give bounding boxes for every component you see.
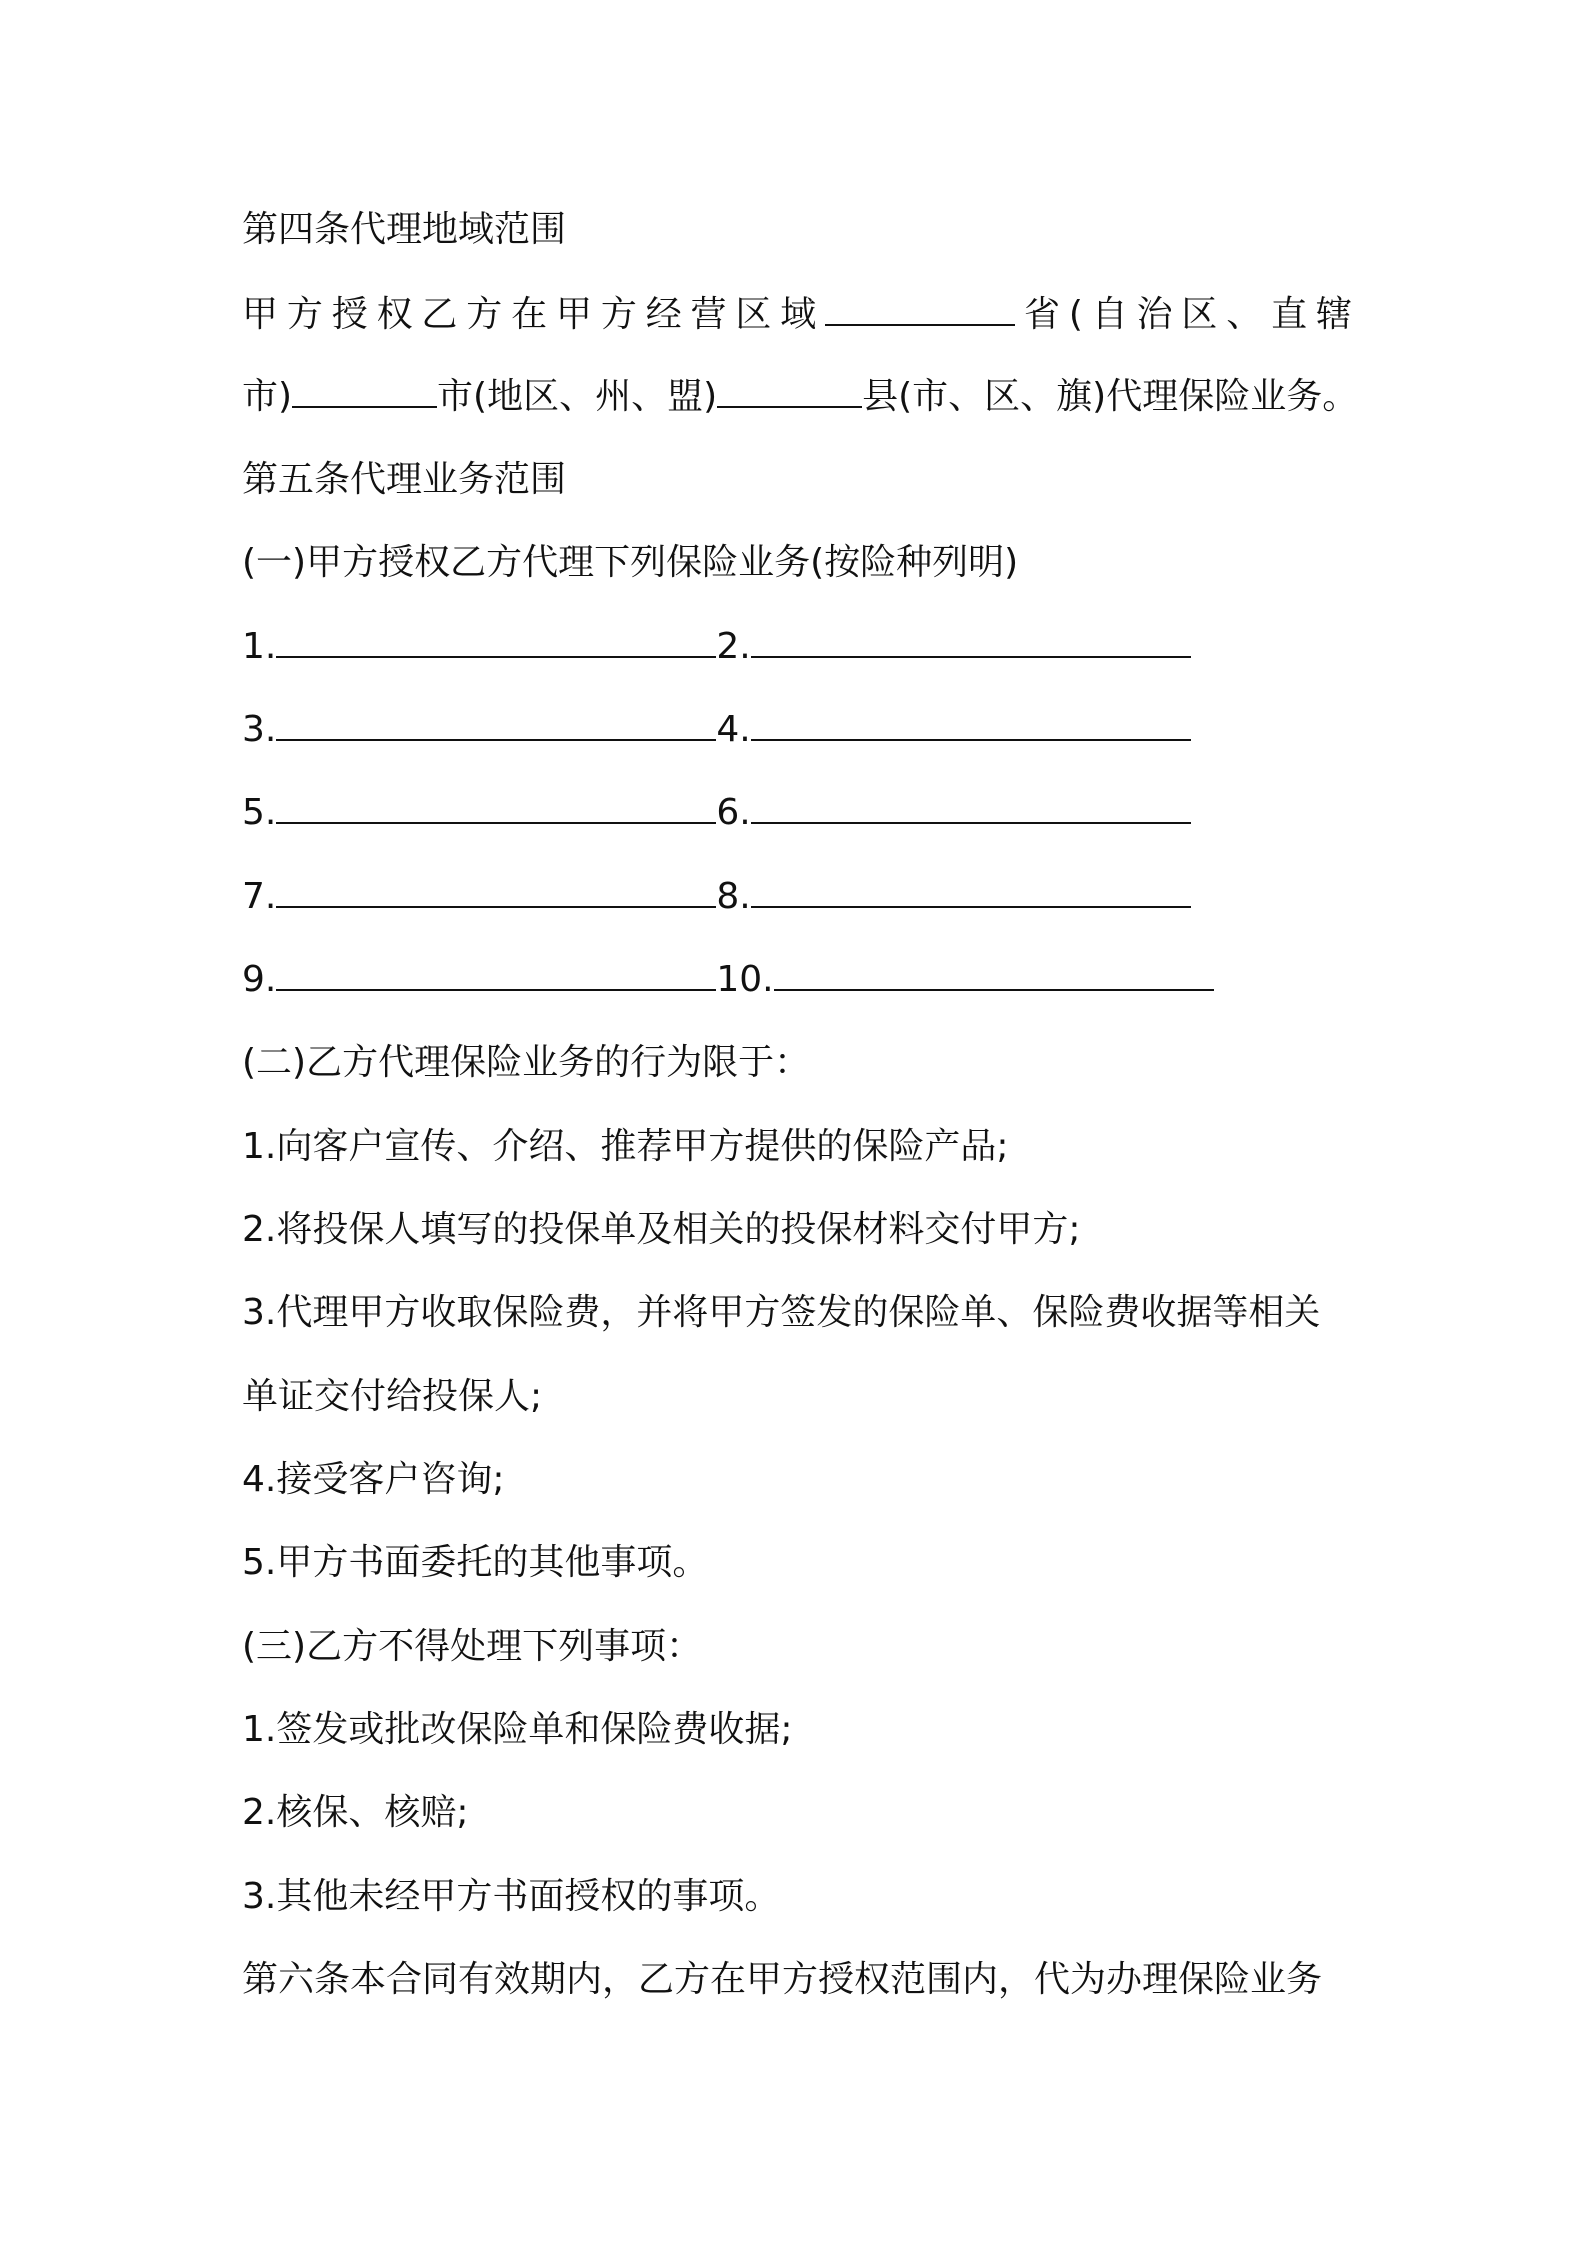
section-2-item-5: 5.甲方书面委托的其他事项。 <box>242 1542 709 1583</box>
text-segment: 甲方授权乙方在甲方经营区域 <box>242 294 826 335</box>
item-blank[interactable] <box>276 626 716 658</box>
item-number: 9. <box>242 959 277 1000</box>
section-2-item-2: 2.将投保人填写的投保单及相关的投保材料交付甲方; <box>242 1209 1081 1250</box>
item-blank[interactable] <box>751 876 1191 908</box>
item-number: 4. <box>716 709 751 750</box>
article-4-text-line-1 <box>242 290 1352 340</box>
text-segment: 省(自治区、直辖 <box>1015 294 1352 335</box>
list-item-row <box>242 955 1214 1005</box>
list-item-row <box>242 788 1191 838</box>
section-2-item-3-continued: 单证交付给投保人; <box>242 1376 543 1417</box>
text-segment: 市) <box>242 376 293 417</box>
item-number: 3. <box>242 709 277 750</box>
item-blank[interactable] <box>751 792 1191 824</box>
city-blank[interactable] <box>292 376 437 408</box>
section-2-item-1: 1.向客户宣传、介绍、推荐甲方提供的保险产品; <box>242 1126 1009 1167</box>
item-blank[interactable] <box>276 709 716 741</box>
item-number: 7. <box>242 876 277 917</box>
item-number: 8. <box>716 876 751 917</box>
item-blank[interactable] <box>774 959 1214 991</box>
item-number: 1. <box>242 626 277 667</box>
section-2-item-4: 4.接受客户咨询; <box>242 1459 505 1500</box>
article-5-heading: 第五条代理业务范围 <box>242 459 567 500</box>
county-blank[interactable] <box>717 376 862 408</box>
section-3-item-1: 1.签发或批改保险单和保险费收据; <box>242 1709 793 1750</box>
item-blank[interactable] <box>751 626 1191 658</box>
item-number: 10. <box>716 959 774 1000</box>
section-3-heading: (三)乙方不得处理下列事项： <box>242 1626 703 1667</box>
list-item-row <box>242 705 1191 755</box>
section-2-item-3: 3.代理甲方收取保险费，并将甲方签发的保险单、保险费收据等相关 <box>242 1292 1321 1333</box>
item-blank[interactable] <box>751 709 1191 741</box>
item-blank[interactable] <box>276 876 716 908</box>
section-3-item-3: 3.其他未经甲方书面授权的事项。 <box>242 1876 781 1917</box>
item-blank[interactable] <box>276 959 716 991</box>
list-item-row <box>242 622 1191 672</box>
province-blank[interactable] <box>825 294 1015 326</box>
section-3-item-2: 2.核保、核赔; <box>242 1792 469 1833</box>
section-2-heading: (二)乙方代理保险业务的行为限于： <box>242 1042 811 1083</box>
article-4-heading: 第四条代理地域范围 <box>242 209 567 250</box>
article-6-text: 第六条本合同有效期内，乙方在甲方授权范围内，代为办理保险业务 <box>242 1959 1323 2000</box>
text-segment: 县(市、区、旗)代理保险业务。 <box>862 376 1359 417</box>
list-item-row <box>242 872 1191 922</box>
item-number: 5. <box>242 792 277 833</box>
item-blank[interactable] <box>276 792 716 824</box>
text-segment: 市(地区、州、盟) <box>437 376 718 417</box>
item-number: 6. <box>716 792 751 833</box>
section-1-heading: (一)甲方授权乙方代理下列保险业务(按险种列明) <box>242 542 1019 583</box>
item-number: 2. <box>716 626 751 667</box>
article-4-text-line-2 <box>242 372 1358 422</box>
